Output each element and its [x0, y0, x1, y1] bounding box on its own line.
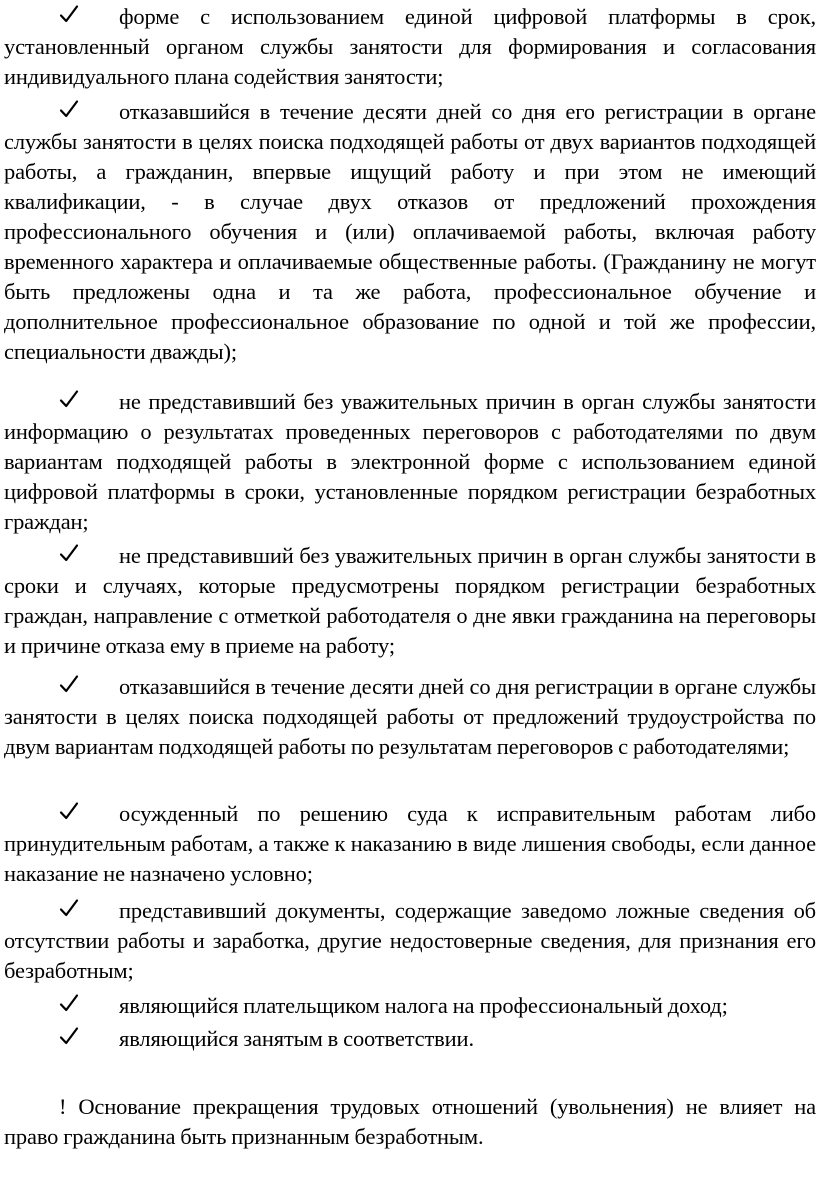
- checkmark-icon: [59, 991, 89, 1021]
- checkmark-icon: [59, 387, 89, 417]
- list-item-text: не представивший без уважительных причин в орган службы занятости в сроки и случаях, которые предусмотрены порядком регистрации безработных граждан, направление с отметкой работодателя о дне явки гражданина на переговоры и причине отказа ему в приеме на работу;: [4, 543, 816, 658]
- list-item-text: являющийся плательщиком налога на профессиональный доход;: [119, 993, 728, 1018]
- checkmark-icon: [59, 799, 89, 829]
- list-item-text: отказавшийся в течение десяти дней со дня регистрации в органе службы занятости в целях поиска подходящей работы от предложений трудоустройства по двум вариантам подходящей работы по результатам переговоров с работодателями;: [4, 674, 816, 759]
- checkmark-icon: [59, 896, 89, 926]
- list-item-text: представивший документы, содержащие заведомо ложные сведения об отсутствии работы и заработка, другие недостоверные сведения, для признания его безработным;: [4, 898, 816, 983]
- list-item: [4, 799, 816, 889]
- list-item: [4, 541, 816, 661]
- checkmark-icon: [59, 97, 89, 127]
- checkmark-icon: [59, 541, 89, 571]
- list-item: [4, 896, 816, 986]
- checkmark-icon: [59, 2, 89, 32]
- list-item-text: осужденный по решению суда к исправительным работам либо принудительным работам, а также к наказанию в виде лишения свободы, если данное наказание не назначено условно;: [4, 801, 816, 886]
- list-item: [4, 97, 816, 367]
- list-item: [4, 672, 816, 762]
- note-text: ! Основание прекращения трудовых отношений (увольнения) не влияет на право гражданина быть признанным безработным.: [4, 1094, 816, 1149]
- list-item-text: являющийся занятым в соответствии.: [119, 1026, 474, 1051]
- checkmark-icon: [59, 672, 89, 702]
- list-item-text: не представивший без уважительных причин в орган службы занятости информацию о результатах проведенных переговоров с работодателями по двум вариантам подходящей работы в электронной форме с использованием единой цифровой платформы в сроки, установленные порядком регистрации безработных граждан;: [4, 389, 816, 534]
- list-item: [4, 387, 816, 537]
- checkmark-icon: [59, 1024, 89, 1054]
- list-item: [4, 1024, 816, 1054]
- list-item-text: форме с использованием единой цифровой платформы в срок, установленный органом службы занятости для формирования и согласования индивидуального плана содействия занятости;: [4, 4, 816, 89]
- list-item: [4, 2, 816, 92]
- note-paragraph: [4, 1092, 816, 1152]
- list-item: [4, 991, 816, 1021]
- list-item-text: отказавшийся в течение десяти дней со дня его регистрации в органе службы занятости в целях поиска подходящей работы от двух вариантов подходящей работы, а гражданин, впервые ищущий работу и при этом не имеющий квалификации, - в случае двух отказов от предложений прохождения профессионального обучения и (или) оплачиваемой работы, включая работу временного характера и оплачиваемые общественные работы. (Гражданину не могут быть предложены одна и та же работа, профессиональное обучение и дополнительное профессиональное образование по одной и той же профессии, специальности дважды);: [4, 99, 816, 364]
